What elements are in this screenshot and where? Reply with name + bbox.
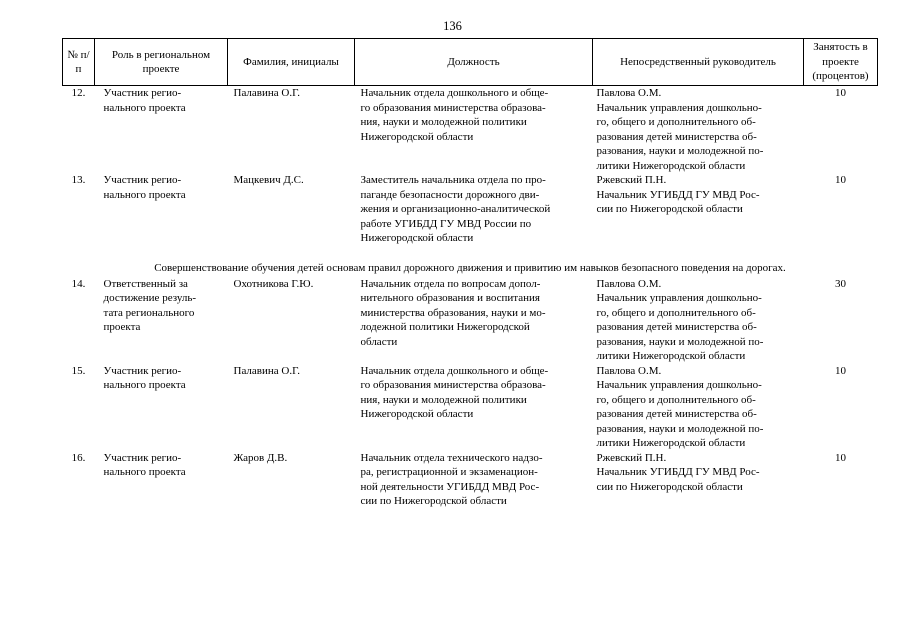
row-position-line: ра, регистрационной и экзаменацион- xyxy=(360,466,538,478)
row-position xyxy=(355,451,593,509)
row-supervisor-line: Павлова О.М. xyxy=(596,87,662,99)
row-role xyxy=(95,451,228,509)
row-supervisor-line: литики Нижегородской области xyxy=(596,350,746,362)
row-name xyxy=(228,364,355,451)
row-number xyxy=(63,277,95,364)
row-supervisor-line: Ржевский П.Н. xyxy=(596,174,667,186)
row-number-line: 12. xyxy=(71,87,86,99)
row-supervisor xyxy=(593,364,804,451)
row-position-line: Нижегородской области xyxy=(360,232,474,244)
section-row xyxy=(63,246,878,277)
row-role-line: нального проекта xyxy=(103,188,186,201)
row-name xyxy=(228,451,355,509)
row-position-line: работе УГИБДД ГУ МВД России по xyxy=(360,217,532,230)
row-employment-line: 10 xyxy=(835,364,846,377)
table-row xyxy=(63,451,878,509)
row-name xyxy=(228,277,355,364)
row-number-line: 15. xyxy=(71,364,86,377)
row-supervisor xyxy=(593,86,804,174)
row-position-line: Заместитель начальника отдела по про- xyxy=(360,174,546,186)
row-supervisor-line: Начальник УГИБДД ГУ МВД Рос- xyxy=(596,188,760,201)
row-supervisor-line: Начальник управления дошкольно- xyxy=(596,379,762,391)
row-employment-line: 10 xyxy=(835,451,846,464)
row-supervisor-line: Начальник УГИБДД ГУ МВД Рос- xyxy=(596,466,760,478)
row-supervisor-line: Павлова О.М. xyxy=(596,364,662,377)
row-employment xyxy=(804,451,878,509)
row-position-line: ной деятельности УГИБДД МВД Рос- xyxy=(360,480,540,493)
row-position xyxy=(355,86,593,174)
row-supervisor-line: сии по Нижегородской области xyxy=(596,480,743,493)
rows-group-1 xyxy=(63,86,878,246)
row-position-line: Начальник отдела по вопросам допол- xyxy=(360,277,541,290)
row-supervisor-line: разования детей министерства об- xyxy=(596,321,757,333)
row-position-line: Начальник отдела дошкольного и обще- xyxy=(360,87,549,99)
row-supervisor-line: разования, науки и молодежной по- xyxy=(596,145,764,157)
row-number xyxy=(63,86,95,174)
row-position-line: Нижегородской области xyxy=(360,130,474,143)
row-role-line: Участник регио- xyxy=(103,87,182,99)
row-supervisor xyxy=(593,173,804,246)
row-position-line: Начальник отдела дошкольного и обще- xyxy=(360,364,549,377)
row-number xyxy=(63,451,95,509)
section-title: Совершенствование обучения детей основам правил дорожного движения и привитию им навыков безопасного поведения на дорогах. xyxy=(154,262,786,274)
rows-group-2 xyxy=(63,277,878,509)
table-row xyxy=(63,277,878,364)
row-position-line: лодежной политики Нижегородской xyxy=(360,321,530,333)
row-number-line: 16. xyxy=(71,451,86,464)
table-row xyxy=(63,173,878,246)
row-employment xyxy=(804,173,878,246)
row-position-line: го образования министерства образова- xyxy=(360,101,546,114)
row-name-line: Жаров Д.В. xyxy=(233,451,288,464)
row-role-line: достижение резуль- xyxy=(103,292,197,304)
row-name-line: Охотникова Г.Ю. xyxy=(233,277,314,290)
row-role xyxy=(95,277,228,364)
table-row xyxy=(63,86,878,174)
row-supervisor-line: разования, науки и молодежной по- xyxy=(596,335,764,348)
row-position-line: го образования министерства образова- xyxy=(360,379,546,391)
row-position-line: сии по Нижегородской области xyxy=(360,495,507,507)
row-number xyxy=(63,364,95,451)
row-supervisor-line: Павлова О.М. xyxy=(596,277,662,290)
row-supervisor-line: го, общего и дополнительного об- xyxy=(596,306,756,319)
row-supervisor-line: Начальник управления дошкольно- xyxy=(596,101,762,114)
row-role-line: Ответственный за xyxy=(103,277,188,290)
row-supervisor xyxy=(593,277,804,364)
row-supervisor-line: литики Нижегородской области xyxy=(596,437,746,449)
row-position xyxy=(355,277,593,364)
row-employment-line: 10 xyxy=(835,87,846,99)
row-name xyxy=(228,173,355,246)
row-position-line: министерства образования, науки и мо- xyxy=(360,306,546,319)
row-position-line: паганде безопасности дорожного дви- xyxy=(360,188,540,201)
row-position xyxy=(355,173,593,246)
header-num: № п/п xyxy=(63,39,95,86)
row-role-line: нального проекта xyxy=(103,379,186,391)
row-role-line: нального проекта xyxy=(103,466,186,478)
row-employment xyxy=(804,277,878,364)
row-role-line: Участник регио- xyxy=(103,364,182,377)
row-role xyxy=(95,86,228,174)
header-role: Роль в региональном проекте xyxy=(95,39,228,86)
row-employment xyxy=(804,86,878,174)
row-employment-line: 10 xyxy=(835,174,846,186)
row-position-line: нительного образования и воспитания xyxy=(360,292,540,304)
row-supervisor-line: Ржевский П.Н. xyxy=(596,451,667,464)
row-name xyxy=(228,86,355,174)
row-employment-line: 30 xyxy=(835,277,846,290)
header-supervisor: Непосредственный руководитель xyxy=(593,39,804,86)
row-employment xyxy=(804,364,878,451)
header-employment: Занятость в проекте (процентов) xyxy=(804,39,878,86)
row-position-line: Нижегородской области xyxy=(360,408,474,420)
row-supervisor-line: литики Нижегородской области xyxy=(596,159,746,172)
project-team-table xyxy=(62,38,878,509)
row-supervisor-line: го, общего и дополнительного об- xyxy=(596,116,756,128)
row-role-line: Участник регио- xyxy=(103,174,182,186)
row-role-line: проекта xyxy=(103,321,141,333)
row-position-line: жения и организационно-аналитической xyxy=(360,203,551,215)
row-number xyxy=(63,173,95,246)
row-supervisor-line: сии по Нижегородской области xyxy=(596,203,743,215)
row-role xyxy=(95,364,228,451)
row-supervisor-line: разования детей министерства об- xyxy=(596,130,757,143)
header-position: Должность xyxy=(355,39,593,86)
row-role-line: тата регионального xyxy=(103,306,195,319)
row-position-line: ния, науки и молодежной политики xyxy=(360,393,527,406)
row-name-line: Палавина О.Г. xyxy=(233,87,300,99)
row-position-line: Начальник отдела технического надзо- xyxy=(360,451,543,464)
page-number: 136 xyxy=(443,19,462,33)
row-supervisor-line: разования детей министерства об- xyxy=(596,408,757,420)
row-supervisor-line: го, общего и дополнительного об- xyxy=(596,393,756,406)
row-name-line: Мацкевич Д.С. xyxy=(233,174,304,186)
row-supervisor-line: разования, науки и молодежной по- xyxy=(596,422,764,435)
row-name-line: Палавина О.Г. xyxy=(233,364,300,377)
row-supervisor xyxy=(593,451,804,509)
row-role xyxy=(95,173,228,246)
row-position xyxy=(355,364,593,451)
header-name: Фамилия, инициалы xyxy=(228,39,355,86)
table-row xyxy=(63,364,878,451)
row-position-line: области xyxy=(360,335,398,348)
row-number-line: 13. xyxy=(71,174,86,186)
row-supervisor-line: Начальник управления дошкольно- xyxy=(596,292,762,304)
row-number-line: 14. xyxy=(71,277,86,290)
table-header-row xyxy=(63,39,878,86)
row-position-line: ния, науки и молодежной политики xyxy=(360,116,527,128)
row-role-line: Участник регио- xyxy=(103,451,182,464)
row-role-line: нального проекта xyxy=(103,101,186,114)
